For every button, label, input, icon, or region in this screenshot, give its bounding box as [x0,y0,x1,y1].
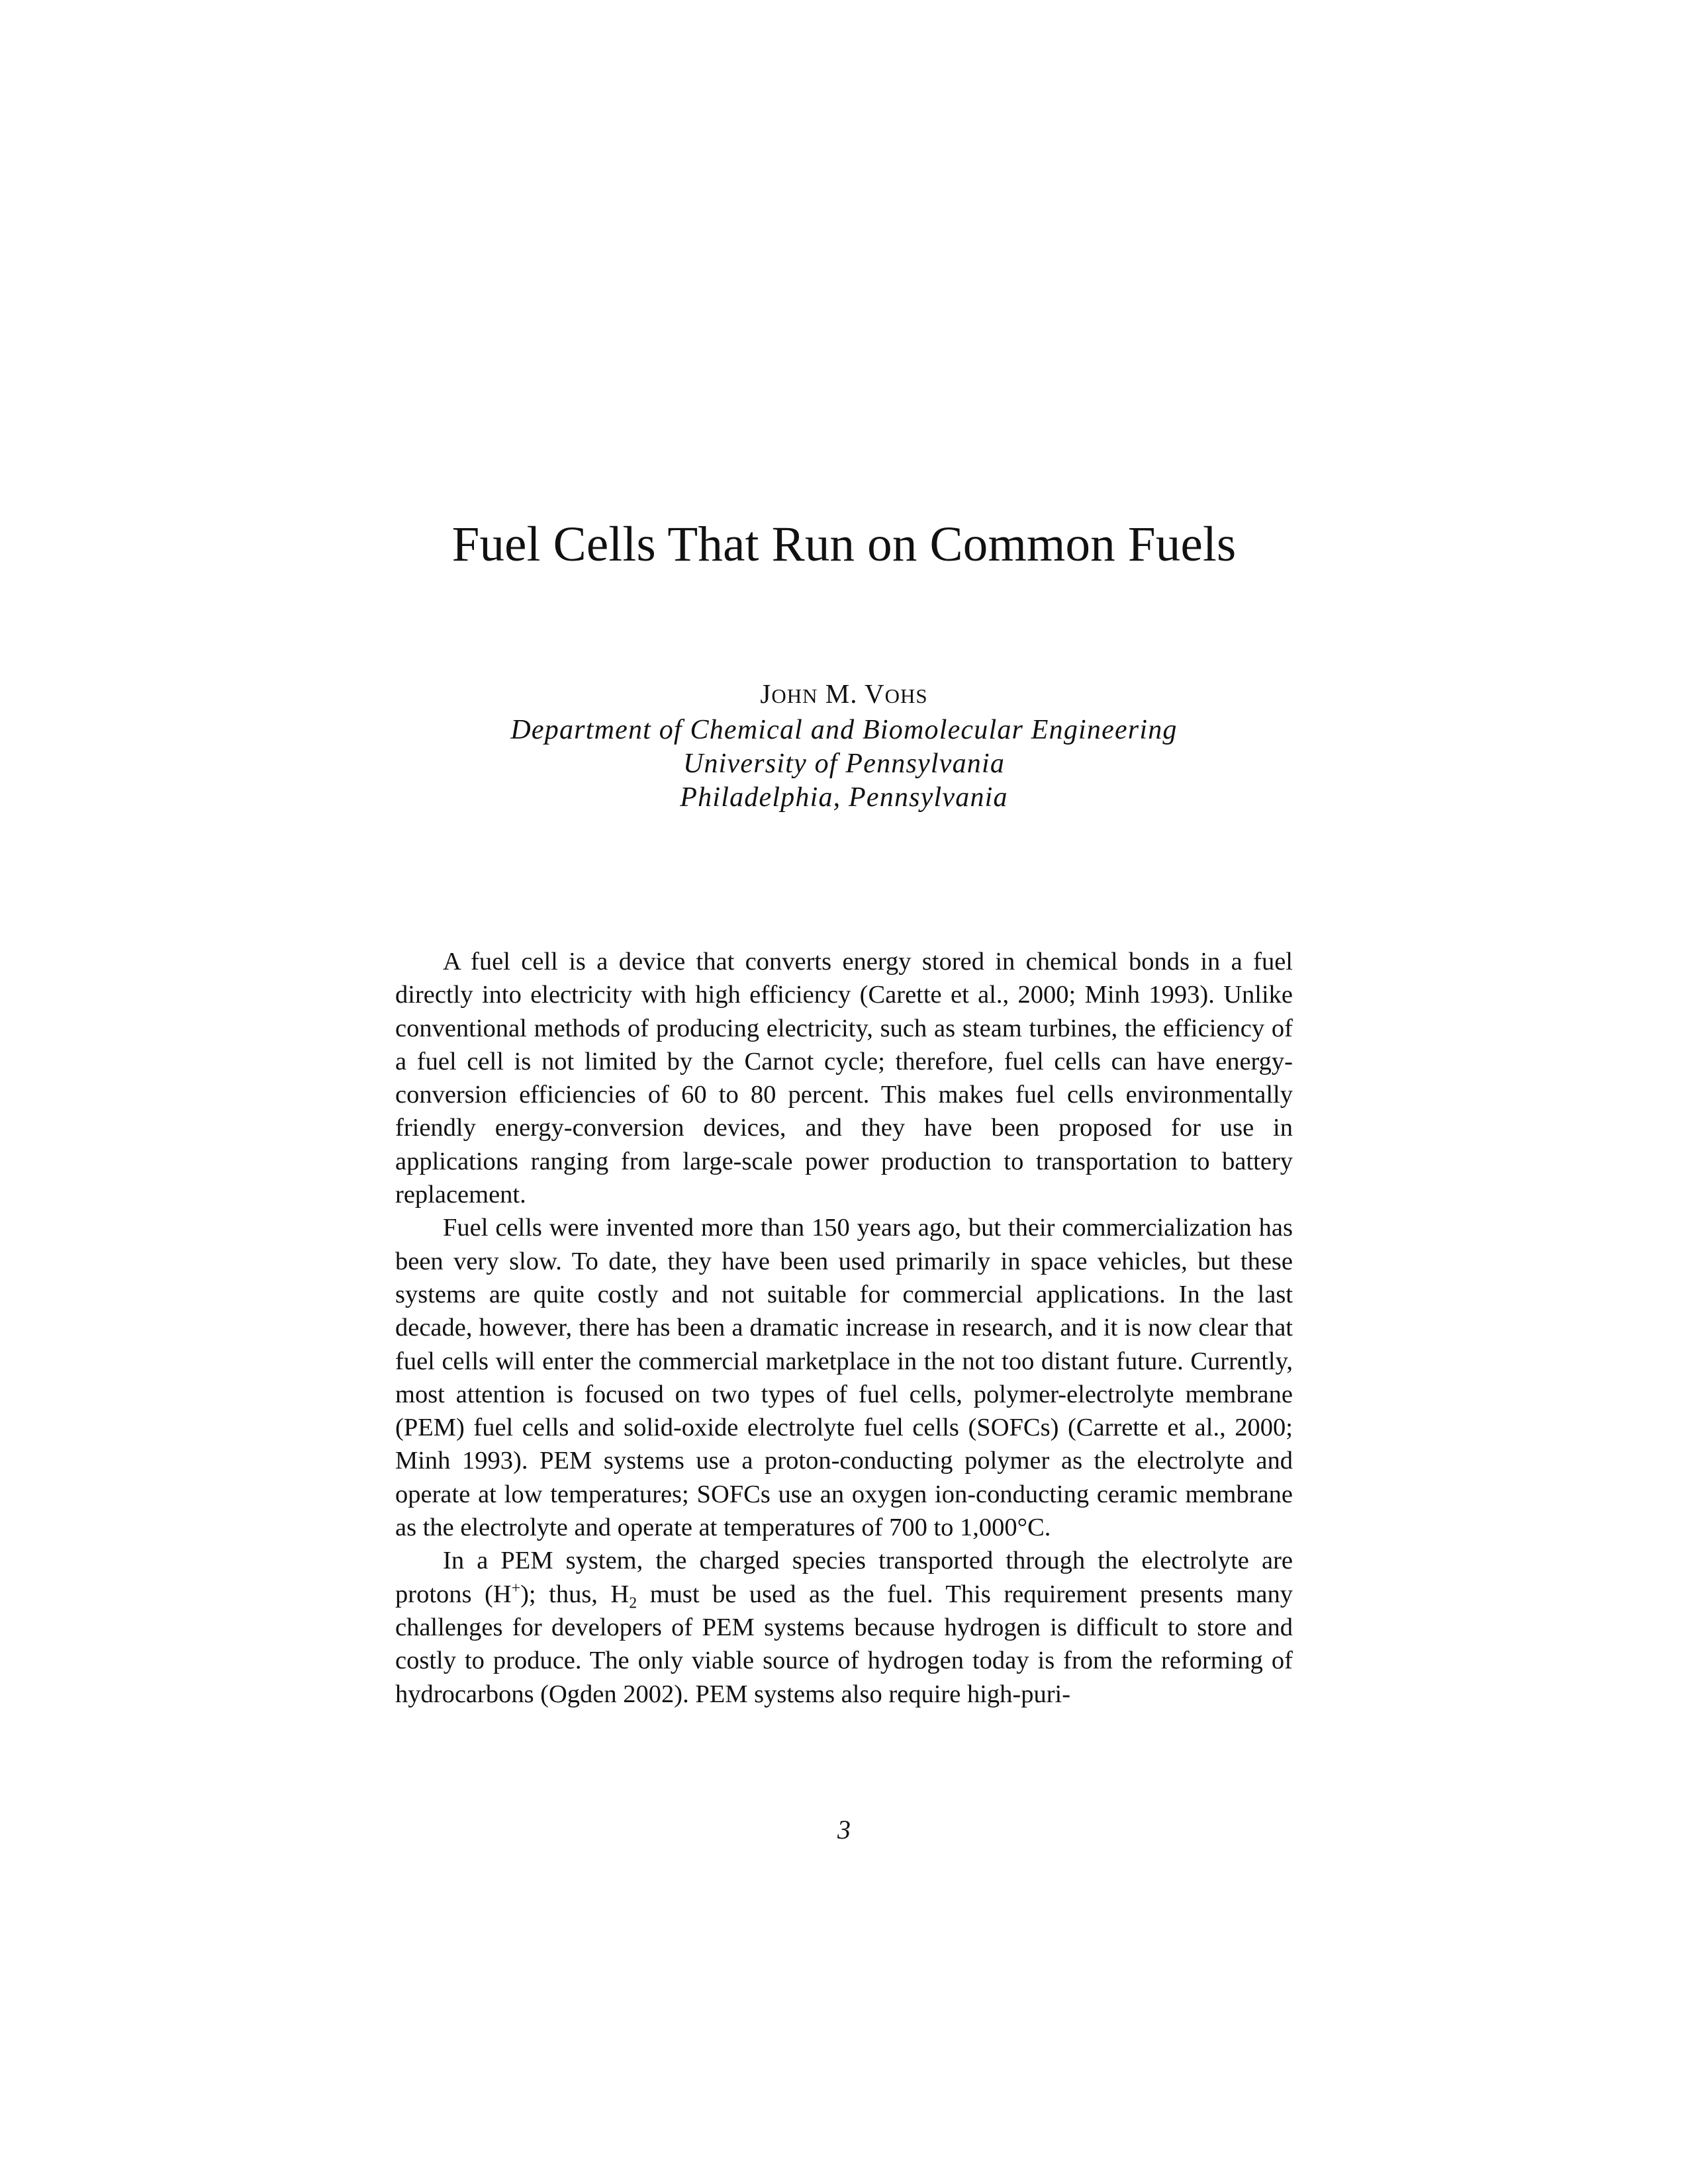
author-first-initial: J [760,678,772,709]
paragraph-1: A fuel cell is a device that converts energy stored in chemical bonds in a fuel directly into electricity with high efficiency (Carette et al., 2000; Minh 1993). Unlike conventional methods of producing electricity, such as steam turbines, the efficiency of a fuel cell is not limited by the Carnot cycle; therefore, fuel cells can have energy-conversion efficiencies of 60 to 80 percent. This makes fuel cells environmentally friendly energy-conversion devices, and they have been proposed for use in applications ranging from large-scale power production to transportation to battery replacement. [395,948,1293,1209]
hydrogen-subscript: 2 [629,1594,637,1612]
body-text [395,945,1293,1711]
paragraph-3-part1: In a PEM system, the charged species transported through the electrolyte are protons (H [395,1547,1293,1608]
paragraph-2: Fuel cells were invented more than 150 years ago, but their commercialization has been very slow. To date, they have been used primarily in space vehicles, but these systems are quite costly and not suitable for commercial applications. In the last decade, however, there has been a dramatic increase in research, and it is now clear that fuel cells will enter the commercial marketplace in the not too distant future. Currently, most attention is focused on two types of fuel cells, polymer-electrolyte membrane (PEM) fuel cells and solid-oxide electrolyte fuel cells (SOFCs) (Carrette et al., 2000; Minh 1993). PEM systems use a proton-conducting polymer as the electrolyte and operate at low temperatures; SOFCs use an oxygen ion-conducting ceramic membrane as the electrolyte and operate at temperatures of 700 to 1,000°C. [395,1214,1293,1542]
page-number: 3 [837,1815,851,1844]
affiliation-department: Department of Chemical and Biomolecular Engineering [510,715,1178,745]
paragraph-3 [395,1544,1293,1710]
paragraph-3-part2: ); thus, H [520,1580,630,1608]
byline [0,676,1688,815]
paper-title: Fuel Cells That Run on Common Fuels [451,517,1237,572]
author-first-rest: OHN [771,684,818,707]
paragraph-3-part3: must be used as the fuel. This requirement presents many challenges for developers of PEM systems because hydrogen is difficult to store and costly to produce. The only viable source of hydrogen today is from the reforming of hydrocarbons (Ogden 2002). PEM systems also require high-puri- [395,1580,1293,1708]
author-last-rest: OHS [884,684,928,707]
proton-superscript: + [511,1579,521,1597]
affiliation-location: Philadelphia, Pennsylvania [680,782,1008,813]
author-last-initial: V [864,678,885,709]
author-name [0,676,1688,713]
author-middle: M. [818,678,865,709]
affiliation-university: University of Pennsylvania [682,749,1006,779]
